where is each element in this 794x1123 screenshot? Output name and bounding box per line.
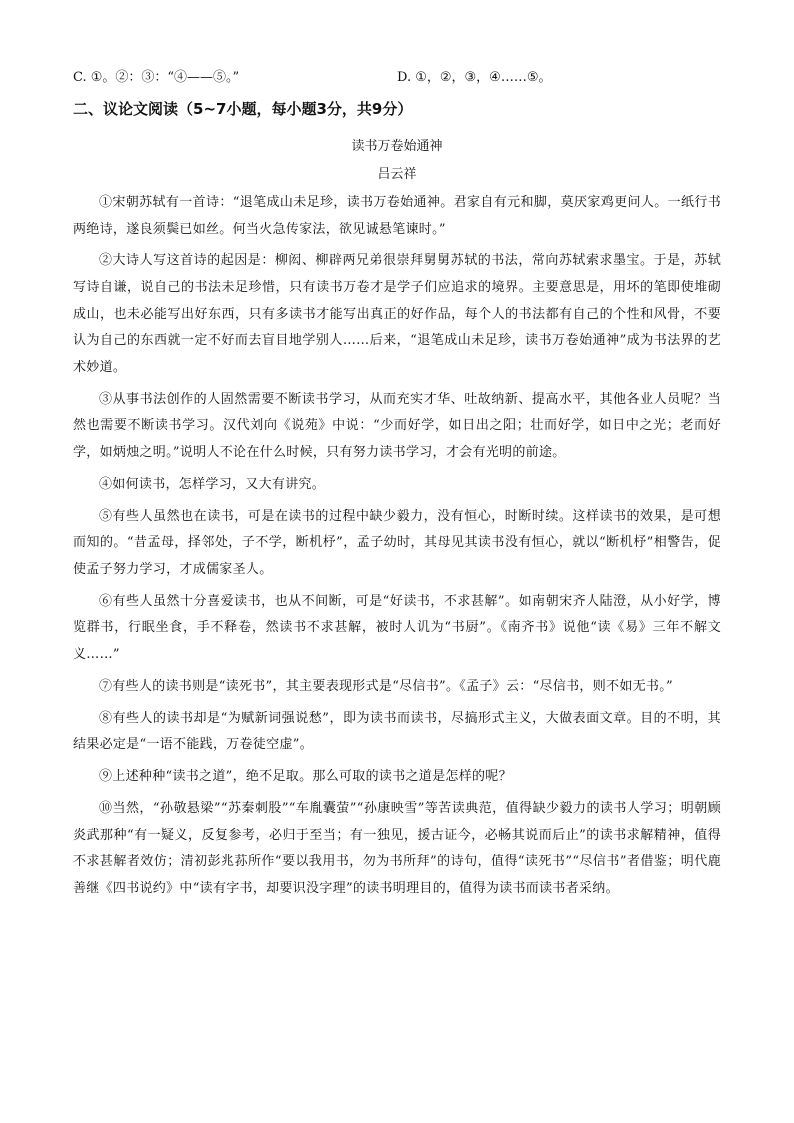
paragraph-10: ⑩当然，“孙敬悬梁”“苏秦刺股”“车胤囊萤”“孙康映雪”等苦读典范，值得缺少毅力的读书人学习；明朝顾炎武那种“有一疑义，反复参考，必归于至当；有一独见，援古证今，必畅其说而后止”的读书求解精神，值得不求甚解者效仿；清初彭兆荪所作“要以我用书，勿为书所拜”的诗句，值得“读死书”“尽信书”者借鉴；明代鹿善继《四书说约》中“读有字书，却要识没字理”的读书明理目的，值得为读书而读书者采纳。 xyxy=(73,801,721,896)
article-author: 吕云祥 xyxy=(377,167,417,182)
paragraph-8: ⑧有些人的读书却是“为赋新词强说愁”，即为读书而读书，尽搞形式主义，大做表面文章。目的不明，其结果必定是“一语不能践，万卷徒空虚”。 xyxy=(73,710,721,753)
paragraph-9: ⑨上述种种“读书之道”，绝不足取。那么可取的读书之道是怎样的呢？ xyxy=(99,769,512,785)
paragraph-3: ③从事书法创作的人固然需要不断读书学习，从而充实才华、吐故纳新、提高水平，其他各业人员呢？当然也需要不断读书学习。汉代刘向《说苑》中说：“少而好学，如日出之阳；壮而好学，如日中之光；老而好学，如炳烛之明。”说明人不论在什么时候，只有努力读书学习，才会有光明的前途。 xyxy=(73,391,721,460)
paragraph-7: ⑦有些人的读书则是“读死书”，其主要表现形式是“尽信书”。《孟子》云：“尽信书，则不如无书。” xyxy=(99,678,673,694)
paragraph-2: ②大诗人写这首诗的起因是：柳闳、柳辟两兄弟很崇拜舅舅苏轼的书法，常向苏轼索求墨宝。于是，苏轼写诗自谦，说自己的书法未足珍惜，只有读书万卷才是学子们应追求的境界。主要意思是，用坏的笔即使堆砌成山，也未必能写出好东西，只有多读书才能写出真正的好作品，每个人的书法都有自己的个性和风骨，不要认为自己的东西就一定不好而去盲目地学别人……后来，“退笔成山未足珍，读书万卷始通神”成为书法界的艺术妙道。 xyxy=(73,253,721,375)
option-d: D. ①，②，③，④……⑤。 xyxy=(397,70,552,85)
option-c: C. ①。②：③：“④——⑤。” xyxy=(73,70,240,85)
paragraph-1: ①宋朝苏轼有一首诗：“退笔成山未足珍，读书万卷始通神。君家自有元和脚，莫厌家鸡更问人。一纸行书两绝诗，遂良须鬓已如丝。何当火急传家法，欲见诚悬笔谏时。” xyxy=(73,195,721,237)
answer-options xyxy=(73,66,733,86)
paragraph-4: ④如何读书，怎样学习，又大有讲究。 xyxy=(99,476,326,492)
article-title: 读书万卷始通神 xyxy=(351,139,443,154)
paragraph-6: ⑥有些人虽然十分喜爱读书，也从不间断，可是“好读书，不求甚解”。如南朝宋齐人陆澄，从小好学，博览群书，行眠坐食，手不释卷，然读书不求甚解，被时人讥为“书厨”。《南齐书》说他“读《易》三年不解文义……” xyxy=(73,593,721,662)
article-body xyxy=(73,190,721,908)
paragraph-5: ⑤有些人虽然也在读书，可是在读书的过程中缺少毅力，没有恒心，时断时续。这样读书的效果，是可想而知的。“昔孟母，择邻处，子不学，断机杼”，孟子幼时，其母见其读书没有恒心，就以“断机杼”相警告，促使孟子努力学习，才成儒家圣人。 xyxy=(73,508,721,577)
section-heading: 二、议论文阅读（5~7小题，每小题3分，共9分） xyxy=(73,100,413,118)
